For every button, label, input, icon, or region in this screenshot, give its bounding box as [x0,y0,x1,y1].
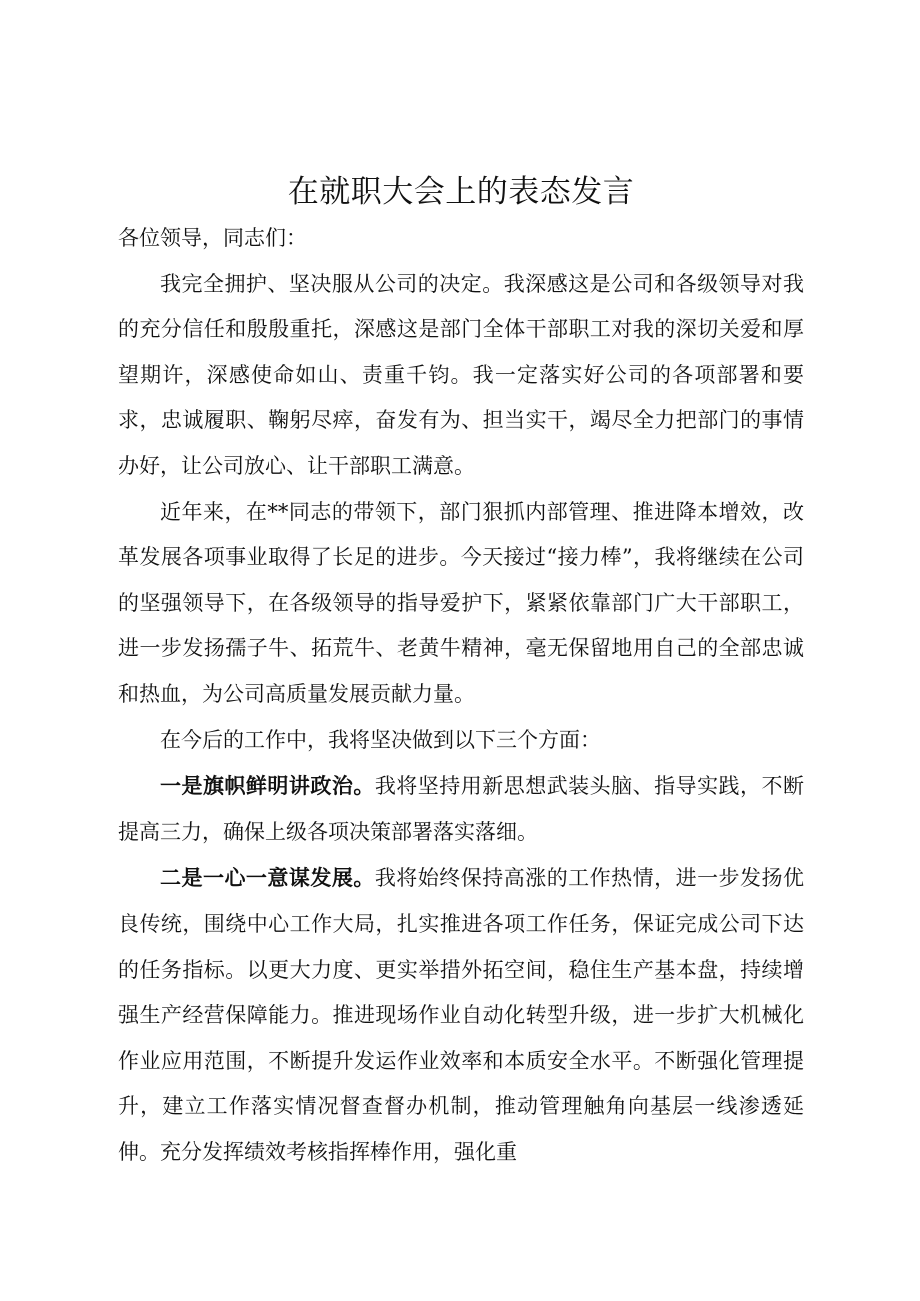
salutation: 各位领导，同志们： [118,226,307,250]
point-one-heading: 一是旗帜鲜明讲政治。 [160,773,375,799]
paragraph-continue-development [118,490,804,718]
paragraph-point-two [118,855,804,1175]
paragraph-text: 我完全拥护、坚决服从公司的决定。我深感这是公司和各级领导对我的充分信任和殷殷重托，深感这是部门全体干部职工对我的深切关爱和厚望期许，深感使命如山、责重千钧。我一定落实好公司的各项部署和要求，忠诚履职、鞠躬尽瘁，奋发有为、担当实干，竭尽全力把部门的事情办好，让公司放心、让干部职工满意。 [118,271,804,478]
document-page [118,168,804,1175]
paragraph-three-aspects [118,718,804,764]
paragraph-text: 我将坚持用新思想武装头脑、指导实践，不断提高三力，确保上级各项决策部署落实落细。 [118,774,804,844]
document-title: 在就职大会上的表态发言 [287,174,635,210]
paragraph-text: 在今后的工作中，我将坚决做到以下三个方面： [160,727,601,752]
paragraph-support-decision [118,262,804,490]
point-two-heading: 二是一心一意谋发展。 [160,865,375,891]
paragraph-text: 我将始终保持高涨的工作热情，进一步发扬优良传统，围绕中心工作大局，扎实推进各项工作任务，保证完成公司下达的任务指标。以更大力度、更实举措外拓空间，稳住生产基本盘，持续增强生产经营保障能力。推进现场作业自动化转型升级，进一步扩大机械化作业应用范围，不断提升发运作业效率和本质安全水平。不断强化管理提升，建立工作落实情况督查督办机制，推动管理触角向基层一线渗透延伸。充分发挥绩效考核指挥棒作用，强化重 [118,866,804,1164]
paragraph-point-one [118,763,804,855]
paragraph-text: 近年来，在**同志的带领下，部门狠抓内部管理、推进降本增效，改革发展各项事业取得了长足的进步。今天接过“接力棒”，我将继续在公司的坚强领导下，在各级领导的指导爱护下，紧紧依靠部门广大干部职工，进一步发扬孺子牛、拓荒牛、老黄牛精神，毫无保留地用自己的全部忠诚和热血，为公司高质量发展贡献力量。 [118,499,804,706]
